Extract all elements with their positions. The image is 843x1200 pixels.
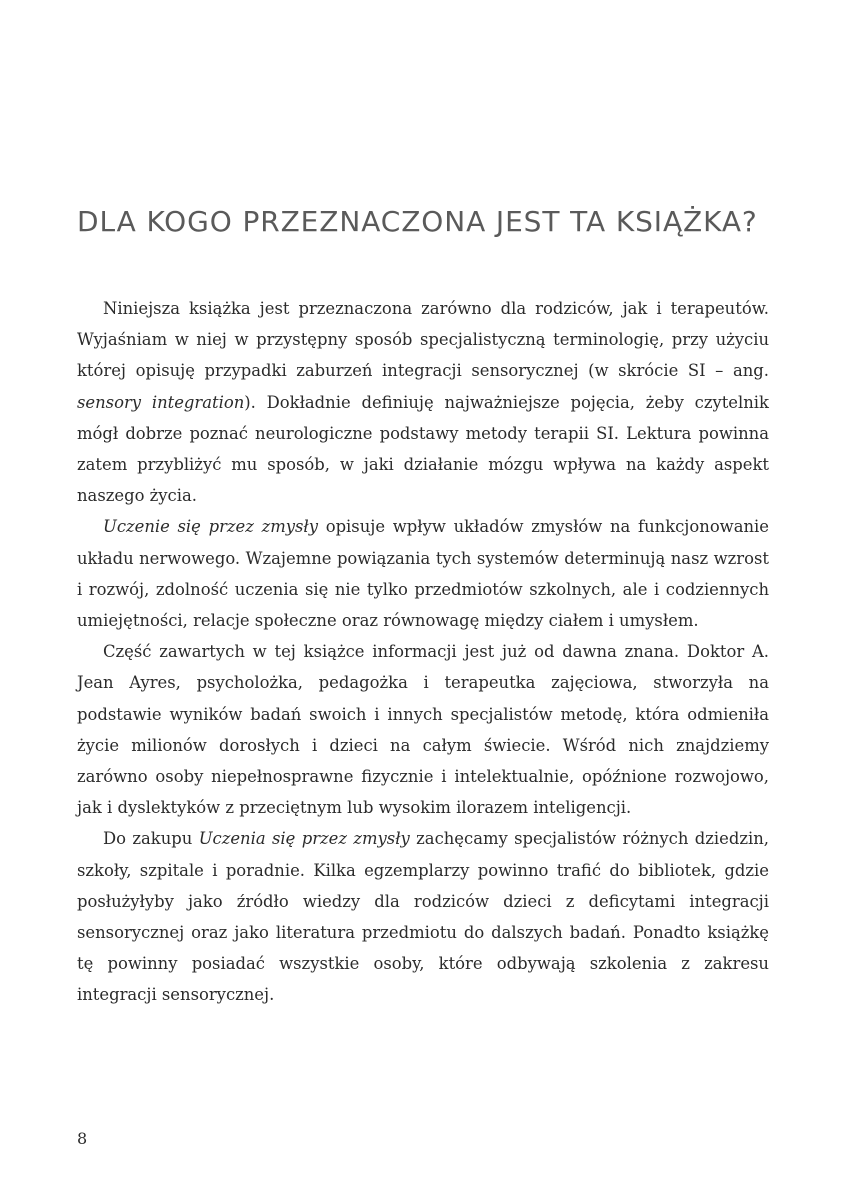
paragraph-2 [77,511,769,636]
paragraph-2-italic: Uczenie się przez zmysły [103,517,318,537]
paragraph-2-text-b: opisuje wpływ układów zmysłów na funkcjonowanie układu nerwowego. Wzajemne powiązania tych systemów determinują nasz wzrost i rozwój, zdolność uczenia się nie tylko przedmiotów szkolnych, ale i codziennych umiejętności, relacje społeczne oraz równowagę między ciałem i umysłem. [77,517,769,631]
paragraph-4-text-a: Do zakupu [103,829,199,849]
paragraph-4-text-b: zachęcamy specjalistów różnych dziedzin, szkoły, szpitale i poradnie. Kilka egzemplarzy powinno trafić do bibliotek, gdzie posłużyłyby jako źródło wiedzy dla rodziców dzieci z deficytami integracji sensorycznej oraz jako literatura przedmiotu do dalszych badań. Ponadto książkę tę powinny posiadać wszystkie osoby, które odbywają szkolenia z zakresu integracji sensorycznej. [77,829,769,1005]
paragraph-4 [77,823,769,1010]
paragraph-1-italic: sensory integration [77,392,245,412]
paragraph-1-text-b: ). Dokładnie definiuję najważniejsze pojęcia, żeby czytelnik mógł dobrze poznać neurologiczne podstawy metody terapii SI. Lektura powinna zatem przybliżyć mu sposób, w jaki działanie mózgu wpływa na każdy aspekt naszego życia. [77,392,769,506]
body-text [77,293,769,1011]
paragraph-3-text-a: Część zawartych w tej książce informacji jest już od dawna znana. Doktor A. Jean Ayres, psycholożka, pedagożka i terapeutka zajęciowa, stworzyła na podstawie wyników badań swoich i innych specjalistów metodę, która odmieniła życie milionów dorosłych i dzieci na całym świecie. Wśród nich znajdziemy zarówno osoby niepełnosprawne fizycznie i intelektualnie, opóźnione rozwojowo, jak i dyslektyków z przeciętnym lub wysokim ilorazem inteligencji. [77,642,769,818]
paragraph-1-text-a: Niniejsza książka jest przeznaczona zarówno dla rodziców, jak i terapeutów. Wyjaśniam w niej w przystępny sposób specjalistyczną terminologię, przy użyciu której opisuję przypadki zaburzeń integracji sensorycznej (w skrócie SI – ang. [77,299,769,381]
chapter-heading: DLA KOGO PRZEZNACZONA JEST TA KSIĄŻKA? [77,205,758,238]
paragraph-3 [77,636,769,823]
paragraph-4-italic: Uczenia się przez zmysły [198,829,410,849]
page-number: 8 [77,1129,88,1148]
paragraph-1 [77,293,769,511]
